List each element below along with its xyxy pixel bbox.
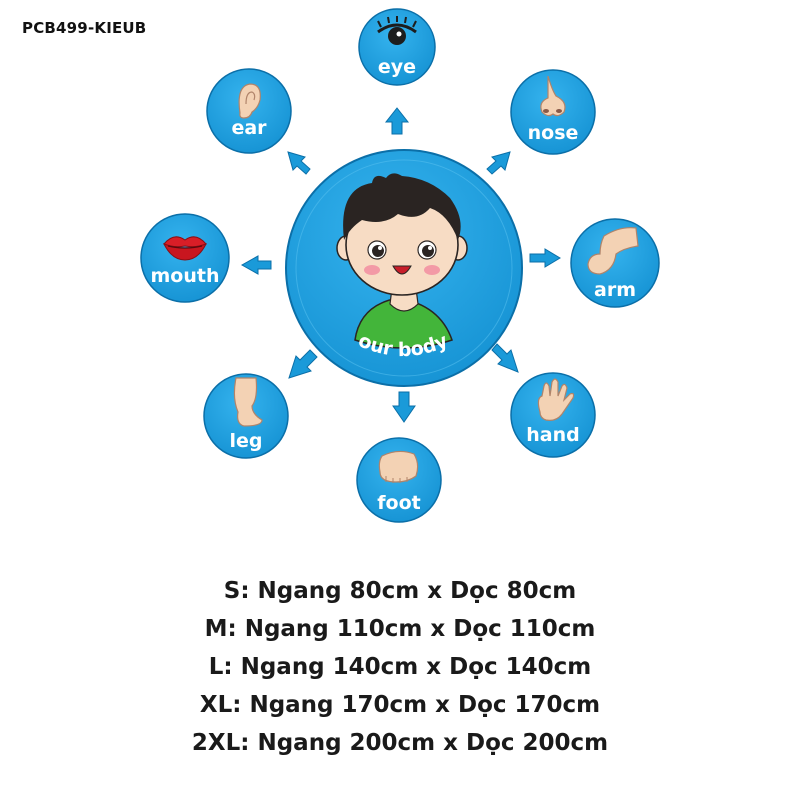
arrow-left-icon: [242, 256, 271, 274]
part-label-arm: arm: [594, 279, 636, 301]
part-circle-ear: [207, 69, 291, 153]
part-circle-leg: [204, 374, 288, 458]
part-circle-eye: [359, 9, 435, 85]
part-label-eye: eye: [377, 56, 417, 78]
part-circle-hand: [511, 373, 595, 457]
part-label-leg: leg: [229, 430, 263, 452]
part-circle-nose: [511, 70, 595, 154]
arrow-up-icon: [386, 108, 408, 134]
size-option: M: Ngang 110cm x Dọc 110cm: [204, 616, 596, 642]
part-label-hand: hand: [526, 424, 580, 446]
size-option: 2XL: Ngang 200cm x Dọc 200cm: [191, 730, 609, 756]
size-option: XL: Ngang 170cm x Dọc 170cm: [199, 692, 601, 718]
foot-icon: [379, 451, 417, 483]
size-option: L: Ngang 140cm x Dọc 140cm: [208, 654, 592, 680]
product-code: PCB499-KIEUB: [22, 19, 147, 37]
center-circle: [286, 150, 522, 386]
part-label-nose: nose: [527, 122, 579, 144]
arrow-right-icon: [530, 249, 560, 267]
part-label-ear: ear: [231, 117, 267, 139]
arrow-up-left-icon: [288, 152, 310, 174]
part-circle-foot: [357, 438, 441, 522]
arrow-down-right-icon: [492, 344, 518, 372]
center-label: our body: [355, 329, 451, 362]
arrow-down-left-icon: [289, 350, 317, 378]
arrow-up-right-icon: [487, 152, 510, 174]
size-list: [0, 572, 800, 762]
part-label-mouth: mouth: [150, 265, 220, 287]
size-option: S: Ngang 80cm x Dọc 80cm: [223, 578, 577, 604]
part-circle-arm: [571, 219, 659, 307]
part-circle-mouth: [141, 214, 229, 302]
part-label-foot: foot: [377, 492, 421, 514]
arrow-down-icon: [393, 392, 415, 422]
